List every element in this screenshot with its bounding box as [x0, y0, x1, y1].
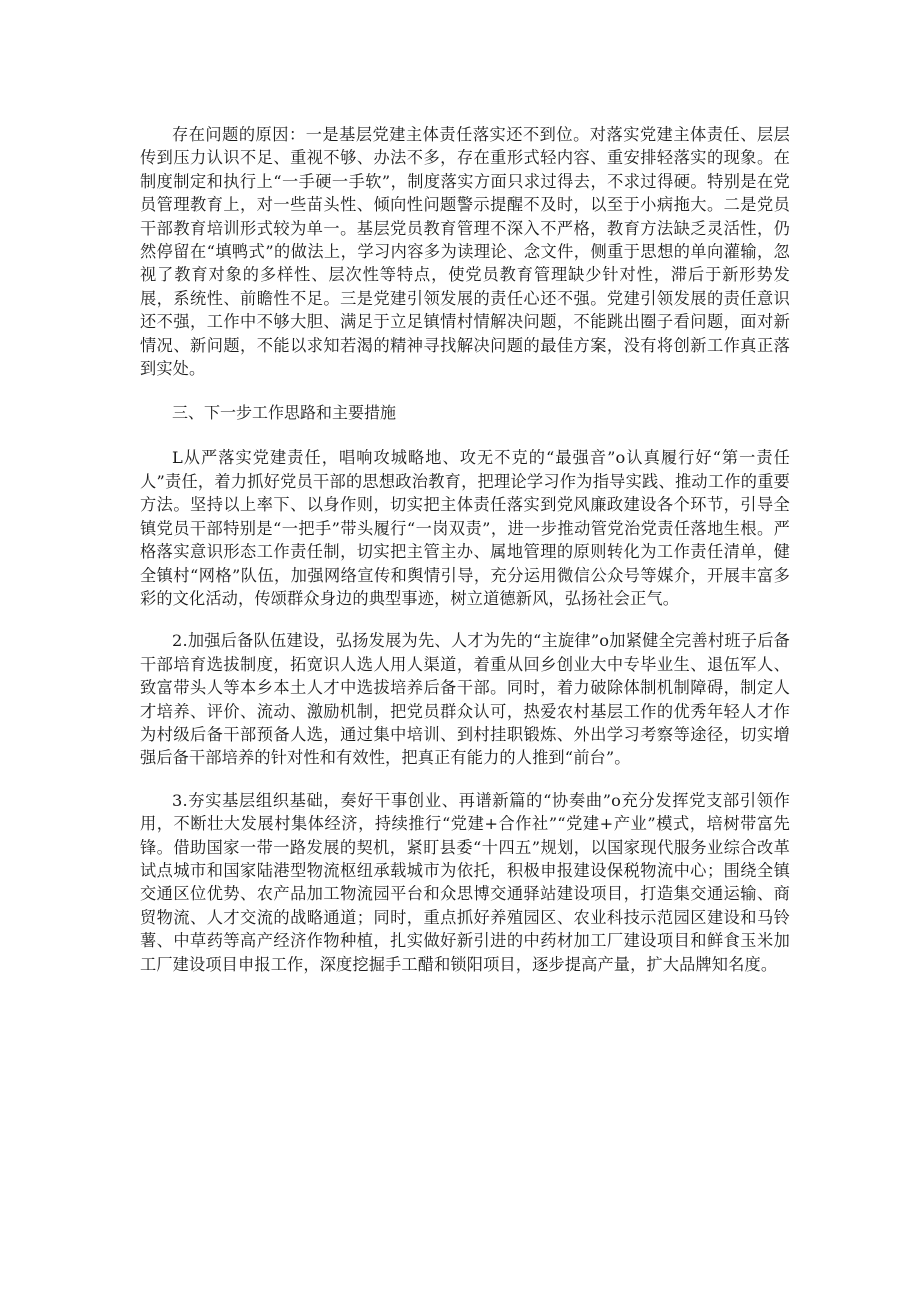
section-heading-next-steps: 三、下一步工作思路和主要措施 [172, 403, 397, 423]
paragraph-measure-3: 3.夯实基层组织基础，奏好干事创业、再谱新篇的“协奏曲”o充分发挥党支部引领作用，不断壮大发展村集体经济，持续推行“党建+合作社”“党建+产业”模式，培树带富先锋。借助国家一带一路发展的契机，紧盯县委“十四五”规划，以国家现代服务业综合改革试点城市和国家陆港型物流枢纽承载城市为依托，积极申报建设保税物流中心；围绕全镇交通区位优势、农产品加工物流园平台和众思博交通驿站建设项目，打造集交通运输、商贸物流、人才交流的战略通道；同时，重点抓好养殖园区、农业科技示范园区建设和马铃薯、中草药等高产经济作物种植，扎实做好新引进的中药材加工厂建设项目和鲜食玉米加工厂建设项目申报工作，深度挖掘手工醋和锁阳项目，逐步提高产量，扩大品牌知名度。 [140, 790, 790, 974]
paragraph-problem-causes: 存在问题的原因：一是基层党建主体责任落实还不到位。对落实党建主体责任、层层传到压力认识不足、重视不够、办法不多，存在重形式轻内容、重安排轻落实的现象。在制度制定和执行上“一手硬一手软”，制度落实方面只求过得去，不求过得硬。特别是在党员管理教育上，对一些苗头性、倾向性问题警示提醒不及时，以至于小病拖大。二是党员干部教育培训形式较为单一。基层党员教育管理不深入不严格，教育方法缺乏灵活性，仍然停留在“填鸭式”的做法上，学习内容多为读理论、念文件，侧重于思想的单向灌输，忽视了教育对象的多样性、层次性等特点，使党员教育管理缺少针对性，滞后于新形势发展，系统性、前瞻性不足。三是党建引领发展的责任心还不强。党建引领发展的责任意识还不强，工作中不够大胆、满足于立足镇情村情解决问题，不能跳出圈子看问题，面对新情况、新问题，不能以求知若渴的精神寻找解决问题的最佳方案，没有将创新工作真正落到实处。 [140, 125, 790, 379]
paragraph-measure-1: L从严落实党建责任，唱响攻城略地、攻无不克的“最强音”o认真履行好“第一责任人”责任，着力抓好党员干部的思想政治教育，把理论学习作为指导实践、推动工作的重要方法。坚持以上率下、以身作则，切实把主体责任落实到党风廉政建设各个环节，引导全镇党员干部特别是“一把手”带头履行“一岗双责”，进一步推动管党治党责任落地生根。严格落实意识形态工作责任制，切实把主管主办、属地管理的原则转化为工作责任清单，健全镇村“网格”队伍，加强网络宣传和舆情引导，充分运用微信公众号等媒介，开展丰富多彩的文化活动，传颂群众身边的典型事迹，树立道德新风，弘扬社会正气。 [140, 448, 790, 608]
document-body [140, 123, 790, 976]
paragraph-measure-2: 2.加强后备队伍建设，弘扬发展为先、人才为先的“主旋律”o加紧健全完善村班子后备干部培育选拔制度，拓宽识人选人用人渠道，着重从回乡创业大中专毕业生、退伍军人、致富带头人等本乡本土人才中选拔培养后备干部。同时，着力破除体制机制障碍，制定人才培养、评价、流动、激励机制，把党员群众认可，热爱农村基层工作的优秀年轻人才作为村级后备干部预备人选，通过集中培训、到村挂职锻炼、外出学习考察等途径，切实增强后备干部培养的针对性和有效性，把真正有能力的人推到“前台”。 [140, 631, 790, 768]
